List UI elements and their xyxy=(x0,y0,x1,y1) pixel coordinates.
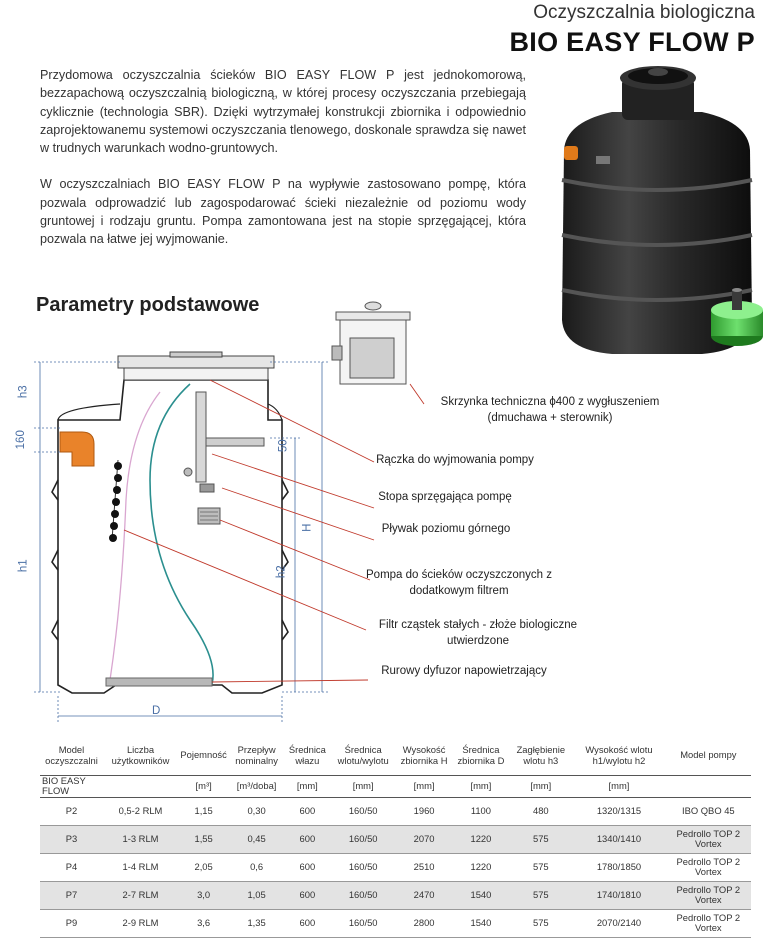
unit-height: [mm] xyxy=(396,775,453,797)
cell: Pedrollo TOP 2 Vortex xyxy=(666,853,751,881)
col-hatch: Średnica włazu xyxy=(284,735,331,775)
cell: 160/50 xyxy=(331,909,396,937)
cell: 2-7 RLM xyxy=(103,881,178,909)
cell: 600 xyxy=(284,825,331,853)
cell: 0,45 xyxy=(229,825,284,853)
intro-paragraph-2: W oczyszczalniach BIO EASY FLOW P na wypływie zastosowano pompę, która pozwala odprowadzić lub zagospodarować ścieki niezależnie od poziomu wody gruntowej i rodzaju gruntu. Pompa zamontowana jest na stopie sprzęgającej, która pozwala na łatwe jej wyjmowanie. xyxy=(40,177,526,247)
cell: 1-4 RLM xyxy=(103,853,178,881)
dim-label-D: D xyxy=(152,705,161,717)
cell: 0,6 xyxy=(229,853,284,881)
page-title: BIO EASY FLOW P xyxy=(509,27,755,57)
col-pump: Model pompy xyxy=(666,735,751,775)
callout-float: Pływak poziomu górnego xyxy=(381,523,511,535)
unit-empty xyxy=(103,775,178,797)
cell: 600 xyxy=(284,909,331,937)
cell: 0,30 xyxy=(229,797,284,825)
technical-box-drawing xyxy=(332,302,410,384)
cell: P3 xyxy=(40,825,103,853)
cell: P2 xyxy=(40,797,103,825)
callout-coupling-foot: Stopa sprzęgająca pompę xyxy=(378,491,512,503)
cell: 1,35 xyxy=(229,909,284,937)
table-row xyxy=(40,881,751,909)
intro-paragraph-1: Przydomowa oczyszczalnia ścieków BIO EASY FLOW P jest jednokomorową, bezzapachową oczyszczalnią biologiczną, w której procesy oczyszczania przebiegają cyklicznie (technologia SBR). Dzięki wytrzymałej konstrukcji zbiornika i odpowiednio zaprojektowanemu systemowi oczyszczania tlenowego, doskonale sprawdza się nawet w trudnych warunkach wodno-gruntowych. xyxy=(40,68,526,156)
table-units-row xyxy=(40,775,751,797)
cell: 1540 xyxy=(453,881,510,909)
cell: Pedrollo TOP 2 Vortex xyxy=(666,881,751,909)
cell: 1,15 xyxy=(178,797,229,825)
cell: 3,0 xyxy=(178,881,229,909)
table-group-label: BIO EASY FLOW xyxy=(40,775,103,797)
cell: P7 xyxy=(40,881,103,909)
dim-label-H: H xyxy=(301,523,314,532)
cell: 0,5-2 RLM xyxy=(103,797,178,825)
unit-depth: [mm] xyxy=(509,775,572,797)
dim-label-h1: h1 xyxy=(17,559,30,573)
cell: 160/50 xyxy=(331,797,396,825)
cell: 1-3 RLM xyxy=(103,825,178,853)
tank-outline xyxy=(52,380,288,693)
cell: 2470 xyxy=(396,881,453,909)
cell: 2,05 xyxy=(178,853,229,881)
tube-diffuser xyxy=(106,678,212,686)
cell: 2070/2140 xyxy=(572,909,665,937)
cell: 575 xyxy=(509,909,572,937)
col-capacity: Pojemność xyxy=(178,735,229,775)
table-row xyxy=(40,853,751,881)
cell: 600 xyxy=(284,797,331,825)
cell: 2-9 RLM xyxy=(103,909,178,937)
unit-empty xyxy=(666,775,751,797)
cell: 600 xyxy=(284,853,331,881)
cell: 575 xyxy=(509,881,572,909)
cell: 1960 xyxy=(396,797,453,825)
cell: 1320/1315 xyxy=(572,797,665,825)
cell: 1220 xyxy=(453,853,510,881)
cell: 2800 xyxy=(396,909,453,937)
unit-hatch: [mm] xyxy=(284,775,331,797)
table-row xyxy=(40,909,751,937)
cell: 2070 xyxy=(396,825,453,853)
intro-text xyxy=(40,66,526,249)
col-inlet-outlet: Średnica wlotu/wylotu xyxy=(331,735,396,775)
header-subtitle: Oczyszczalnia biologiczna xyxy=(533,2,755,23)
col-diameter: Średnica zbiornika D xyxy=(453,735,510,775)
callout-pump: Pompa do ścieków oczyszczonych z dodatkowym filtrem xyxy=(366,569,552,597)
cell: IBO QBO 45 xyxy=(666,797,751,825)
cell: Pedrollo TOP 2 Vortex xyxy=(666,909,751,937)
unit-capacity: [m³] xyxy=(178,775,229,797)
col-users: Liczba użytkowników xyxy=(103,735,178,775)
col-inlet-height: Wysokość wlotu h1/wylotu h2 xyxy=(572,735,665,775)
cell: 1,55 xyxy=(178,825,229,853)
cell: 600 xyxy=(284,881,331,909)
callout-filter: Filtr cząstek stałych - złoże biologiczne utwierdzone xyxy=(378,619,578,647)
cell: 1100 xyxy=(453,797,510,825)
cell: 1340/1410 xyxy=(572,825,665,853)
dim-label-160: 160 xyxy=(14,430,27,450)
dim-label-h2: h2 xyxy=(275,565,288,579)
cell: 160/50 xyxy=(331,825,396,853)
cell: 160/50 xyxy=(331,881,396,909)
parameters-table xyxy=(40,735,751,938)
cell: 2510 xyxy=(396,853,453,881)
cell: 1,05 xyxy=(229,881,284,909)
tank-lid xyxy=(118,352,274,380)
callout-diffuser: Rurowy dyfuzor napowietrzający xyxy=(381,665,547,677)
table-header-row xyxy=(40,735,751,775)
dim-label-50: 50 xyxy=(277,439,290,453)
col-flow: Przepływ nominalny xyxy=(229,735,284,775)
unit-diameter: [mm] xyxy=(453,775,510,797)
cell: 1740/1810 xyxy=(572,881,665,909)
col-model: Model oczyszczalni xyxy=(40,735,103,775)
unit-inlet-height: [mm] xyxy=(572,775,665,797)
callout-pump-handle: Rączka do wyjmowania pompy xyxy=(376,454,534,466)
callout-technical-box: Skrzynka techniczna ϕ400 z wygłuszeniem (dmuchawa + sterownik) xyxy=(440,396,660,424)
cell: P4 xyxy=(40,853,103,881)
cell: 3,6 xyxy=(178,909,229,937)
table-row xyxy=(40,797,751,825)
cell: 575 xyxy=(509,825,572,853)
cell: Pedrollo TOP 2 Vortex xyxy=(666,825,751,853)
cell: 480 xyxy=(509,797,572,825)
unit-inlet-outlet: [mm] xyxy=(331,775,396,797)
cell: 575 xyxy=(509,853,572,881)
dim-label-h3: h3 xyxy=(17,385,30,399)
section-title: Parametry podstawowe xyxy=(36,294,260,316)
cell: P9 xyxy=(40,909,103,937)
col-height: Wysokość zbiornika H xyxy=(396,735,453,775)
cell: 1780/1850 xyxy=(572,853,665,881)
cell: 1540 xyxy=(453,909,510,937)
unit-flow: [m³/doba] xyxy=(229,775,284,797)
cell: 160/50 xyxy=(331,853,396,881)
col-depth: Zagłębienie wlotu h3 xyxy=(509,735,572,775)
cell: 1220 xyxy=(453,825,510,853)
table-row xyxy=(40,825,751,853)
